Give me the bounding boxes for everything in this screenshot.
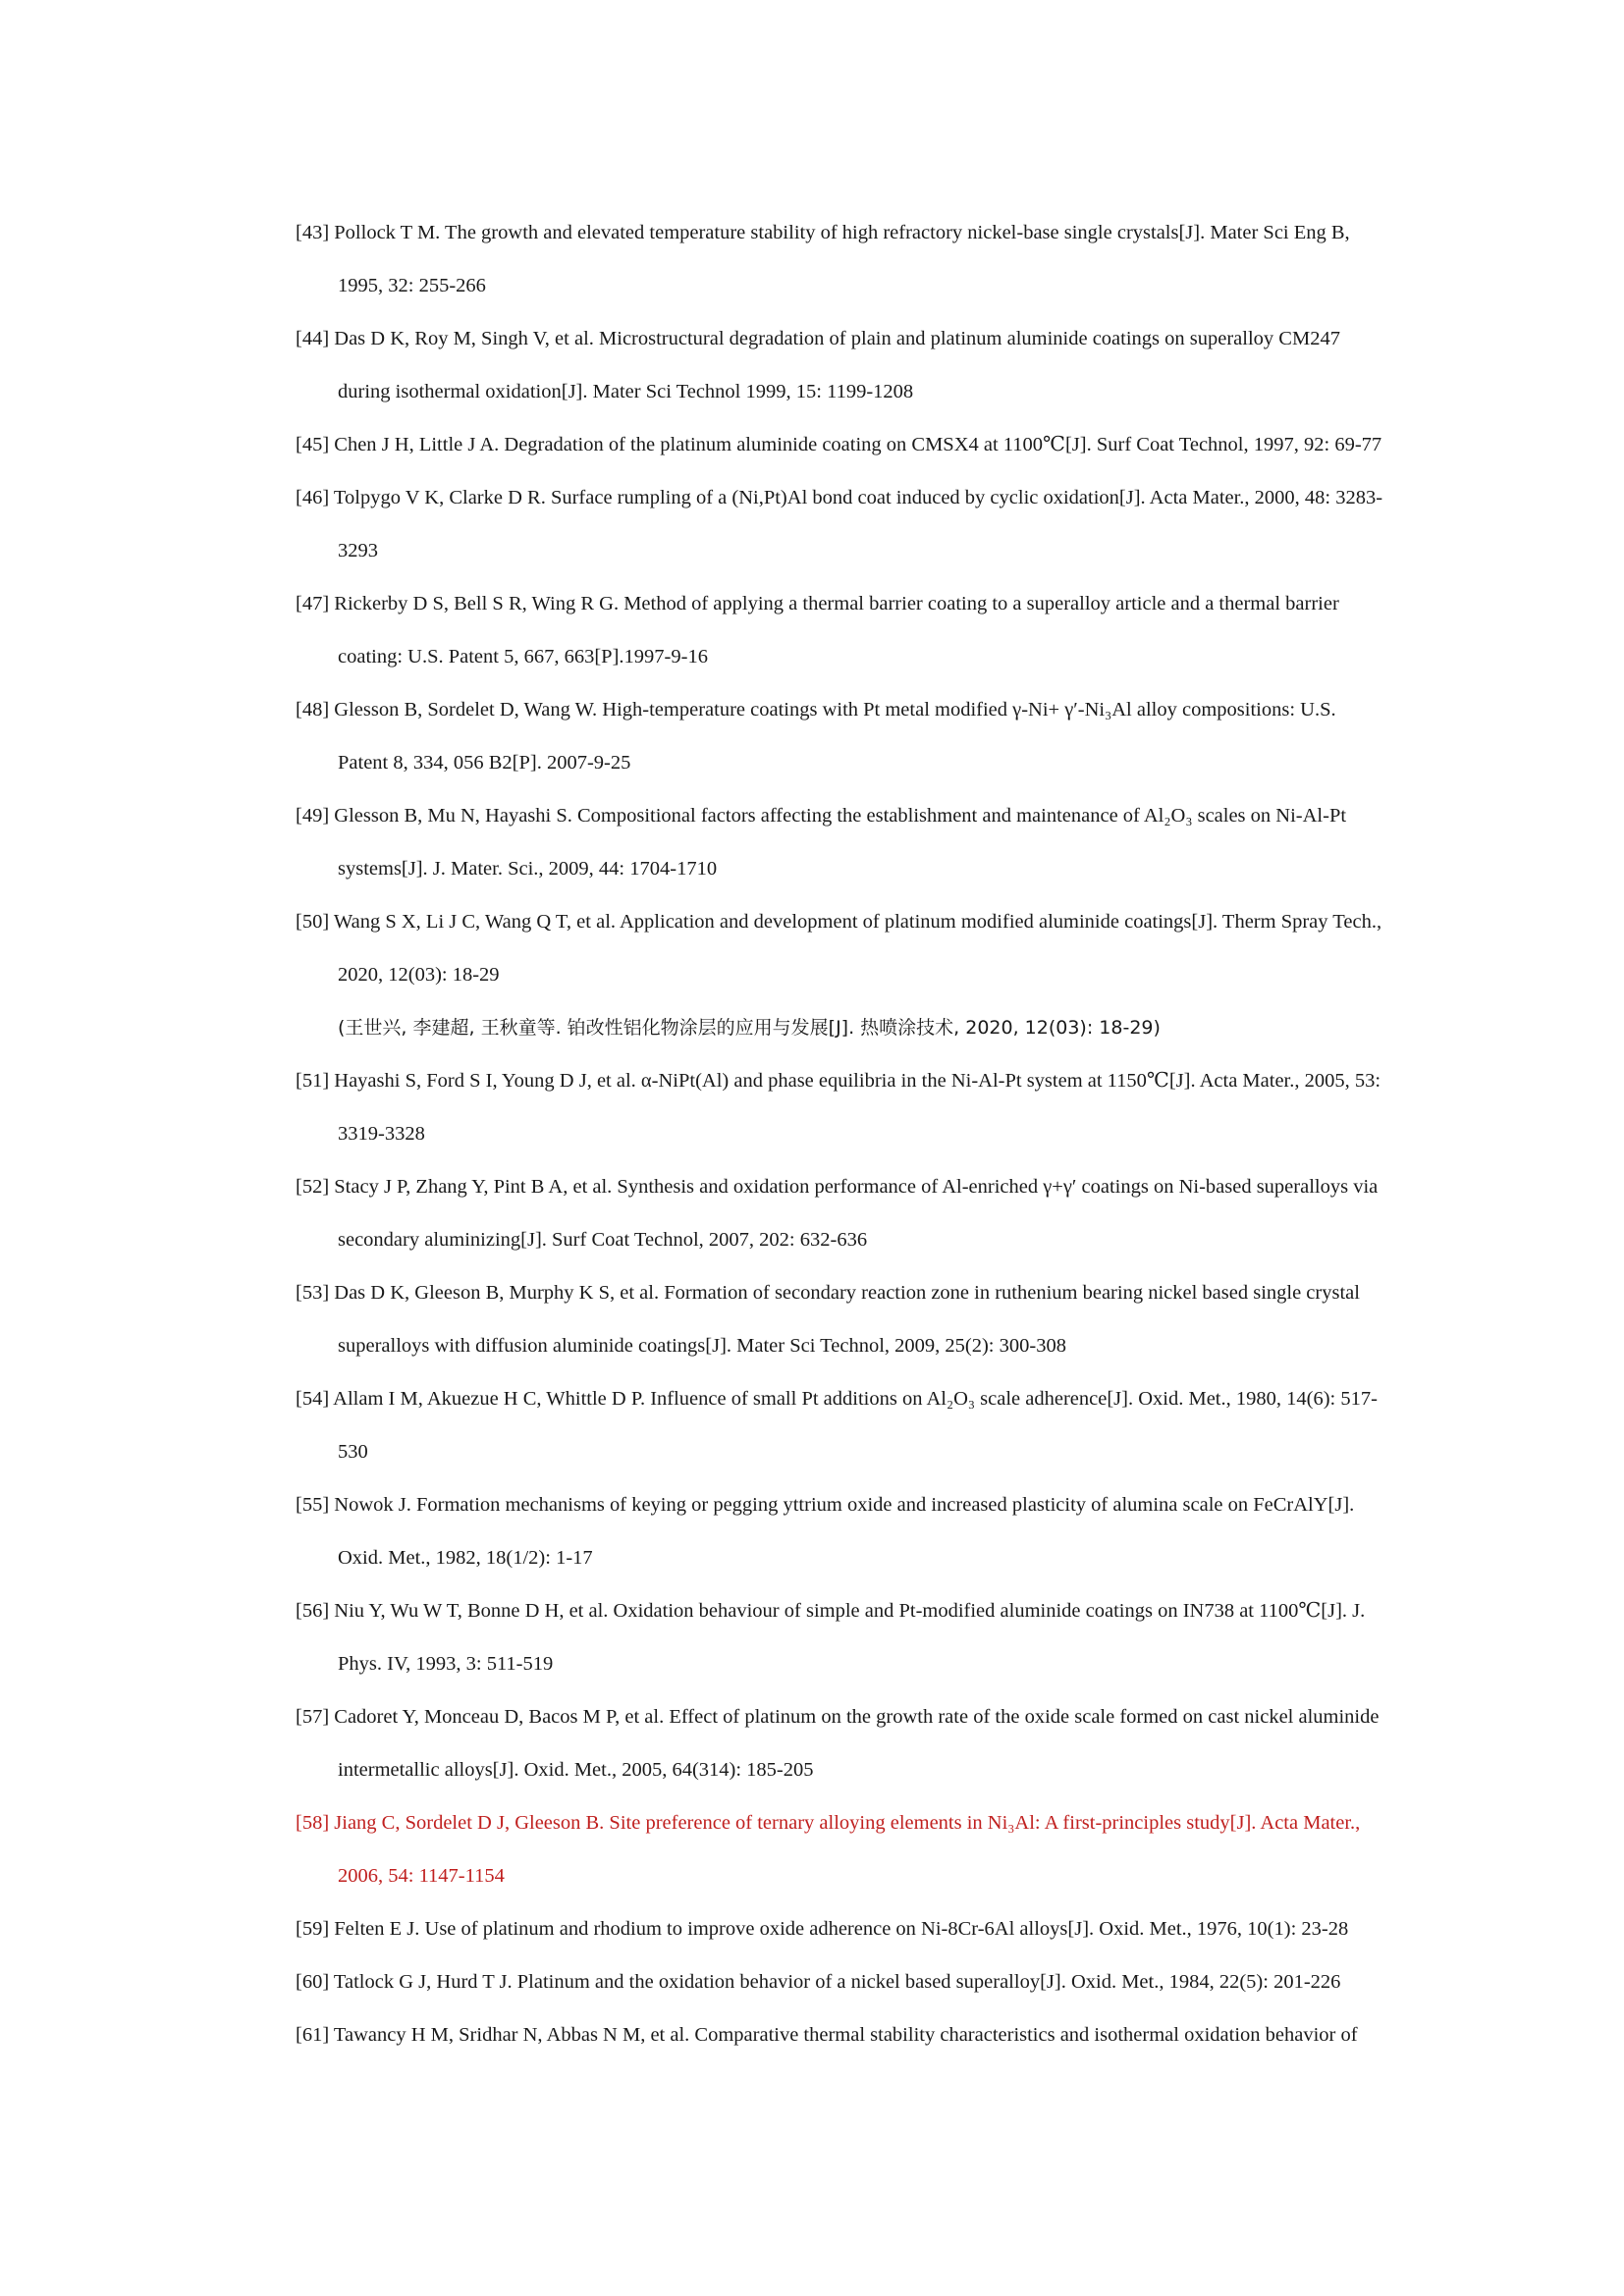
reference-item — [296, 895, 1385, 1054]
reference-text: Jiang C, Sordelet D J, Gleeson B. Site preference of ternary alloying elements in Ni₃Al: A first-principles study[J]. Acta Mater., 2006, 54: 1147-1154 — [334, 1812, 1361, 1887]
reference-text: Allam I M, Akuezue H C, Whittle D P. Influence of small Pt additions on Al₂O₃ scale adherence[J]. Oxid. Met., 1980, 14(6): 517-530 — [333, 1388, 1378, 1463]
reference-text: Stacy J P, Zhang Y, Pint B A, et al. Synthesis and oxidation performance of Al-enriched γ+γ′ coatings on Ni-based superalloys via secondary aluminizing[J]. Surf Coat Technol, 2007, 202: 632-636 — [334, 1176, 1379, 1251]
reference-text: Das D K, Roy M, Singh V, et al. Microstructural degradation of plain and platinum aluminide coatings on superalloy CM247 during isothermal oxidation[J]. Mater Sci Technol 1999, 15: 1199-1208 — [334, 328, 1340, 402]
reference-item — [296, 2008, 1385, 2061]
reference-item — [296, 1054, 1385, 1160]
reference-number: [58] — [296, 1812, 330, 1834]
reference-text: Tatlock G J, Hurd T J. Platinum and the oxidation behavior of a nickel based superalloy[J]. Oxid. Met., 1984, 22(5): 201-226 — [333, 1971, 1341, 1993]
reference-item — [296, 683, 1385, 789]
reference-list — [296, 206, 1385, 2061]
reference-text: Tolpygo V K, Clarke D R. Surface rumpling of a (Ni,Pt)Al bond coat induced by cyclic oxidation[J]. Acta Mater., 2000, 48: 3283-3293 — [333, 487, 1383, 561]
reference-text: Felten E J. Use of platinum and rhodium to improve oxide adherence on Ni-8Cr-6Al alloys[J]. Oxid. Met., 1976, 10(1): 23-28 — [334, 1918, 1349, 1940]
reference-text: Pollock T M. The growth and elevated temperature stability of high refractory nickel-base single crystals[J]. Mater Sci Eng B, 1995, 32: 255-266 — [334, 222, 1350, 296]
reference-number: [60] — [296, 1971, 330, 1993]
reference-item — [296, 206, 1385, 312]
reference-number: [61] — [296, 2024, 330, 2046]
reference-item — [296, 1372, 1385, 1478]
reference-number: [59] — [296, 1918, 330, 1940]
reference-text: Niu Y, Wu W T, Bonne D H, et al. Oxidation behaviour of simple and Pt-modified aluminide coatings on IN738 at 1100℃[J]. J. Phys. IV, 1993, 3: 511-519 — [334, 1600, 1366, 1675]
reference-number: [46] — [296, 487, 330, 508]
reference-item — [296, 1160, 1385, 1266]
reference-item — [296, 1955, 1385, 2008]
reference-item — [296, 471, 1385, 577]
reference-number: [55] — [296, 1494, 330, 1516]
reference-number: [44] — [296, 328, 330, 349]
reference-text: Wang S X, Li J C, Wang Q T, et al. Application and development of platinum modified aluminide coatings[J]. Therm Spray Tech., 2020, 12(03): 18-29 — [333, 911, 1382, 986]
reference-text: Tawancy H M, Sridhar N, Abbas N M, et al. Comparative thermal stability characteristics and isothermal oxidation behavior of — [333, 2024, 1358, 2046]
reference-text: Cadoret Y, Monceau D, Bacos M P, et al. Effect of platinum on the growth rate of the oxide scale formed on cast nickel aluminide intermetallic alloys[J]. Oxid. Met., 2005, 64(314): 185-205 — [334, 1706, 1380, 1781]
reference-item — [296, 1266, 1385, 1372]
reference-number: [54] — [296, 1388, 330, 1410]
reference-number: [50] — [296, 911, 330, 933]
reference-number: [48] — [296, 699, 330, 721]
reference-item — [296, 1690, 1385, 1796]
reference-number: [49] — [296, 805, 330, 827]
reference-item — [296, 1584, 1385, 1690]
reference-text: Chen J H, Little J A. Degradation of the platinum aluminide coating on CMSX4 at 1100℃[J]. Surf Coat Technol, 1997, 92: 69-77 — [334, 434, 1382, 455]
reference-text: Hayashi S, Ford S I, Young D J, et al. α-NiPt(Al) and phase equilibria in the Ni-Al-Pt system at 1150℃[J]. Acta Mater., 2005, 53: 3319-3328 — [334, 1070, 1381, 1145]
reference-text: Glesson B, Sordelet D, Wang W. High-temperature coatings with Pt metal modified γ-Ni+ γ′-Ni₃Al alloy compositions: U.S. Patent 8, 334, 056 B2[P]. 2007-9-25 — [334, 699, 1336, 774]
reference-item — [296, 418, 1385, 471]
reference-item-highlighted — [296, 1796, 1385, 1902]
reference-text: Rickerby D S, Bell S R, Wing R G. Method of applying a thermal barrier coating to a superalloy article and a thermal barrier coating: U.S. Patent 5, 667, 663[P].1997-9-16 — [334, 593, 1339, 667]
reference-text: Nowok J. Formation mechanisms of keying or pegging yttrium oxide and increased plasticity of alumina scale on FeCrAlY[J]. Oxid. Met., 1982, 18(1/2): 1-17 — [334, 1494, 1355, 1569]
reference-text: Das D K, Gleeson B, Murphy K S, et al. Formation of secondary reaction zone in ruthenium bearing nickel based single crystal superalloys with diffusion aluminide coatings[J]. Mater Sci Technol, 2009, 25(2): 300-308 — [334, 1282, 1360, 1357]
reference-item — [296, 577, 1385, 683]
reference-number: [52] — [296, 1176, 330, 1198]
reference-item — [296, 312, 1385, 418]
reference-chinese-note: (王世兴, 李建超, 王秋童等. 铂改性铝化物涂层的应用与发展[J]. 热喷涂技术, 2020, 12(03): 18-29) — [338, 1017, 1161, 1039]
reference-number: [43] — [296, 222, 330, 243]
reference-number: [51] — [296, 1070, 330, 1092]
reference-number: [56] — [296, 1600, 330, 1622]
reference-number: [53] — [296, 1282, 330, 1304]
reference-text: Glesson B, Mu N, Hayashi S. Compositional factors affecting the establishment and maintenance of Al₂O₃ scales on Ni-Al-Pt systems[J]. J. Mater. Sci., 2009, 44: 1704-1710 — [334, 805, 1347, 880]
reference-item — [296, 1902, 1385, 1955]
reference-item — [296, 1478, 1385, 1584]
reference-number: [45] — [296, 434, 330, 455]
reference-number: [57] — [296, 1706, 330, 1728]
reference-number: [47] — [296, 593, 330, 614]
reference-item — [296, 789, 1385, 895]
